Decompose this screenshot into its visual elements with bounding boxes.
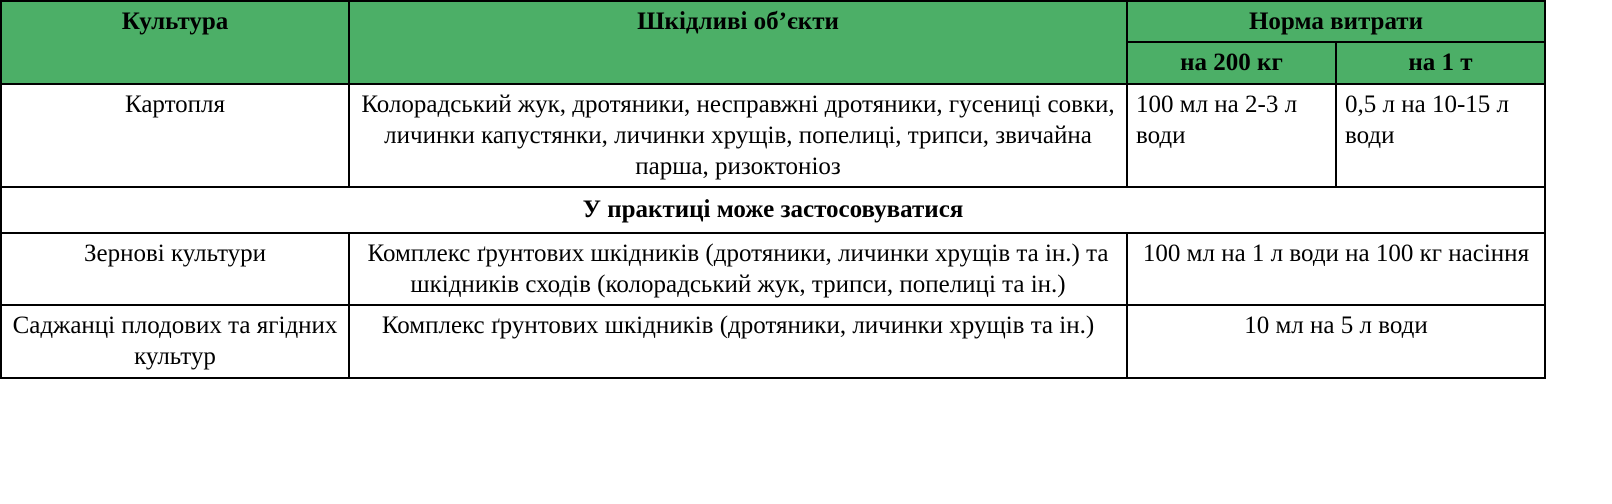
table-header — [1, 1, 1545, 84]
column-header-culture: Культура — [1, 1, 349, 84]
cell-norm: 10 мл на 5 л води — [1127, 305, 1545, 378]
table-body — [1, 84, 1545, 378]
column-header-norm: Норма витрати — [1127, 1, 1545, 42]
header-row-primary — [1, 1, 1545, 42]
cell-culture: Зернові культури — [1, 233, 349, 306]
table-row — [1, 84, 1545, 188]
table-row — [1, 305, 1545, 378]
table-section-row — [1, 187, 1545, 232]
table-row — [1, 233, 1545, 306]
column-header-pests: Шкідливі об’єкти — [349, 1, 1127, 84]
cell-culture: Картопля — [1, 84, 349, 188]
cell-pests: Колорадський жук, дротяники, несправжні дротяники, гусениці совки, личинки капустянки, личинки хрущів, попелиці, трипси, звичайна парша, ризоктоніоз — [349, 84, 1127, 188]
column-header-norm-1t: на 1 т — [1336, 42, 1545, 83]
cell-norm-1t: 0,5 л на 10-15 л води — [1336, 84, 1545, 188]
cell-pests: Комплекс ґрунтових шкідників (дротяники, личинки хрущів та ін.) та шкідників сходів (колорадський жук, трипси, попелиці та ін.) — [349, 233, 1127, 306]
column-header-norm-200kg: на 200 кг — [1127, 42, 1336, 83]
section-label: У практиці може застосовуватися — [1, 187, 1545, 232]
cell-pests: Комплекс ґрунтових шкідників (дротяники, личинки хрущів та ін.) — [349, 305, 1127, 378]
cell-norm-200kg: 100 мл на 2-3 л води — [1127, 84, 1336, 188]
cell-norm: 100 мл на 1 л води на 100 кг насіння — [1127, 233, 1545, 306]
cell-culture: Саджанці плодових та ягідних культур — [1, 305, 349, 378]
